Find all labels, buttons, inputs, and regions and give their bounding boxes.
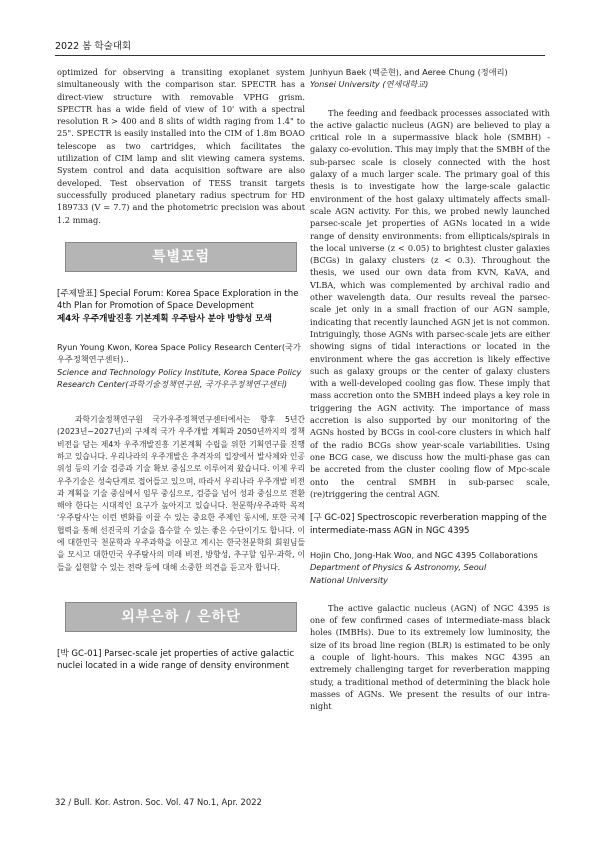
left-column — [57, 66, 305, 673]
abstract-title-gc02: [구 GC-02] Spectroscopic reverberation mapping of the intermediate-mass AGN in NGC 4395 — [310, 513, 547, 536]
gc02-body: The active galactic nucleus (AGN) of NGC 4395 is one of few confirmed cases of intermediate-mass black holes (IMBHs). Due to its extremely low luminosity, the size of its broad line region (BLR) is estimated to be only a couple of light-hours. This makes NGC 4395 an extremely challenging target for reverberation mapping study, a traditional method of determining the black hole masses of AGNs. We present the results of our intra-night — [310, 602, 550, 712]
gc02-affiliation-2: National University — [310, 574, 389, 585]
page-footer: 32 / Bull. Kor. Astron. Soc. Vol. 47 No.1, Apr. 2022 — [55, 797, 262, 807]
section-banner-galaxies: 외부은하 / 은하단 — [65, 602, 297, 632]
section-banner-special-forum: 특별포럼 — [65, 242, 297, 272]
gc01-affiliation: Yonsei University (연세대학교) — [310, 79, 429, 90]
abstract-tag: [주제발표] — [57, 288, 97, 299]
abstract-affiliation: Science and Technology Policy Institute, Korea Space Policy Research Center(과학기술정책연구원, 국가우주정책연구센터) — [57, 366, 302, 389]
gc01-authors: Junhyun Baek (백준현), and Aeree Chung (정애리) — [310, 67, 508, 77]
abstract-authors: Ryun Young Kwon, Korea Space Policy Research Center(국가우주정책연구센터).. — [57, 342, 301, 365]
intro-paragraph: optimized for observing a transiting exoplanet system simultaneously with the comparison star. SPECTR has a direct-view structure with removable VPHG grism. SPECTR has a wide field of view of 10' with a spectral resolution R > 400 and 8 slits of width raging from 1.4" to 25". SPECTR is easily installed into the CIM of 1.8m BOAO telescope as two cartridges, which facilitates the utilization of CIM lamp and slit viewing camera systems. System control and data acquisition software are also developed. Test observation of TESS transit targets successfully produced planetary radius spectrum for HD 189733 (V = 7.7) and the photometric precision was about 1.2 mmag. — [57, 67, 305, 225]
gc02-authors: Hojin Cho, Jong-Hak Woo, and NGC 4395 Collaborations — [310, 549, 538, 560]
right-column — [310, 66, 550, 712]
abstract-body-kr: 과학기술정책연구원 국가우주정책연구센터에서는 향후 5년간(2023년~2027년)의 구체적 국가 우주개발 계획과 2050년까지의 정책비전을 담는 제4차 우주개발진흥 기본계획 수립을 위한 기획연구를 진행하고 있습니다. 우리나라의 우주개발은 추격자의 입장에서 발사체와 인공위성 등의 기술 검증과 기술 확보 중심으로 이루어져 왔습니다. 이제 우리 우주기술은 성숙단계로 접어들고 있으며, 따라서 우리나라 우주개발 비전과 계획을 기술 중심에서 임무 중심으로, 검증을 넘어 성과 중심으로 전환해야 한다는 시대적인 요구가 높아지고 있습니다. 천문학/우주과학 목적 '우주탐사'는 이런 변화를 이끌 수 있는 중요한 주제인 동시에, 또한 국제협력을 통해 선진국의 기술을 흡수할 수 있는 좋은 수단이기도 합니다. 이에 대한민국 천문학과 우주과학을 이끌고 계시는 한국천문학회 회원님들을 모시고 대한민국 우주탐사의 미래 비전, 방향성, 추구할 임무·과학, 이들을 실현할 수 있는 전략 등에 대해 소중한 의견을 듣고자 합니다. — [57, 415, 305, 572]
page-header: 2022 봄 학술대회 — [55, 41, 132, 52]
header-rule — [55, 55, 545, 56]
abstract-title-en: Special Forum: Korea Space Exploration in the 4th Plan for Promotion of Space Development — [57, 288, 299, 312]
abstract-title-kr: 제4차 우주개발진흥 기본계획 우주탐사 분야 방향성 모색 — [57, 313, 272, 324]
abstract-title-forum — [57, 288, 305, 325]
abstract-title-gc01: [박 GC-01] Parsec-scale jet properties of active galactic nuclei located in a wide range of density environment — [57, 648, 295, 672]
gc01-body: The feeding and feedback processes associated with the active galactic nucleus (AGN) are believed to play a critical role in a supermassive black hole (SMBH) - galaxy co-evolution. This may imply that the SMBH of the sub-parsec scale is closely connected with the host galaxy of a much larger scale. The primary goal of this thesis is to investigate how the large-scale galactic environment of the host galaxy ultimately affects small-scale AGN activity. For this, we probed newly launched parsec-scale jet properties of AGNs located in a wide range of density environments: from ellipticals/spirals in the local universe (z < 0.05) to brightest cluster galaxies (BCGs) in galaxy clusters (z < 0.3). Throughout the thesis, we used our own data from KVN, KaVA, and VLBA, which was complemented by archival radio and other wavelength data. Our results reveal the parsec-scale jet only in a small fraction of our AGN sample, indicating that recently launched AGN jet is not common. Intriguingly, those AGNs with parsec-scale jets are either showing signs of tidal interactions or located in the environment where the gas accretion is likely effective such as galaxy groups or the center of galaxy clusters with a well-developed cooling gas flow. These imply that mass accretion onto the SMBH indeed plays a key role in triggering the AGN activity. The importance of mass accretion is also supported by our monitoring of the AGNs hosted by BCGs in cool-core clusters in which half of the radio BCGs show year-scale variabilities. Using one BCG case, we discuss how the multi-phase gas can be accreted from the cluster cooling flow of Mpc-scale onto the central SMBH in sub-parsec scale, (re)triggering the central AGN. — [310, 107, 550, 499]
gc02-affiliation-1: Department of Physics & Astronomy, Seoul — [310, 562, 487, 573]
